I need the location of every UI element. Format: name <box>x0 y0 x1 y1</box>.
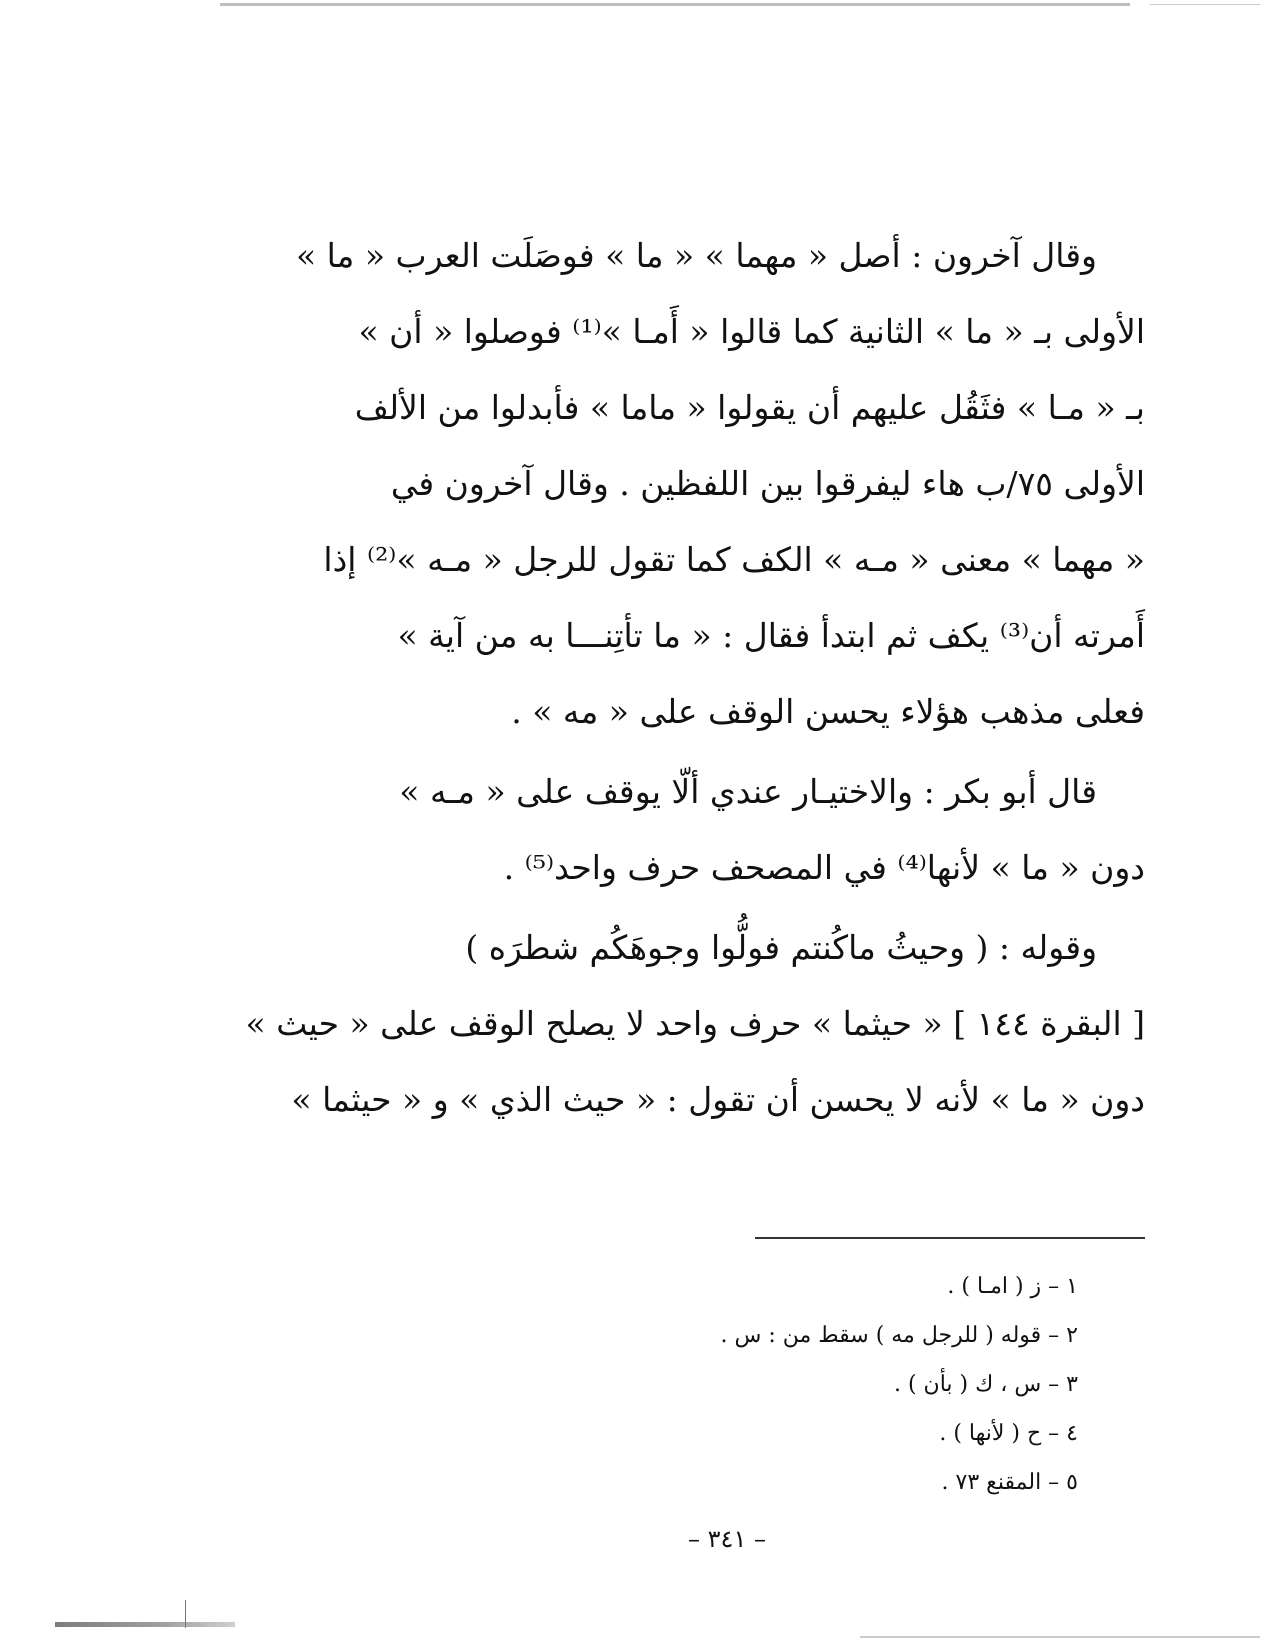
text-line-1: وقال آخرون : أصل « مهما » « ما » فوصَلَت العرب « ما » <box>295 236 1097 275</box>
footnote-1: ١ – ز ( امـا ) . <box>947 1274 1078 1299</box>
text-line-2: الأولى بـ « ما » الثانية كما قالوا « أَمـا »⁽¹⁾ فوصلوا « أن » <box>358 312 1145 351</box>
scan-top-edge-right <box>1150 4 1260 5</box>
text-line-11: [ البقرة ١٤٤ ] « حيثما » حرف واحد لا يصلح الوقف على « حيث » <box>245 1004 1145 1043</box>
footnote-3: ٣ – س ، ك ( بأن ) . <box>893 1372 1078 1397</box>
footnote-4: ٤ – ح ( لأنها ) . <box>939 1421 1078 1446</box>
footnote-separator <box>755 1237 1145 1239</box>
text-line-6: أَمرته أن⁽³⁾ يكف ثم ابتدأ فقال : « ما تأتِنـــا به من آية » <box>397 616 1145 655</box>
text-line-5: « مهما » معنى « مـه » الكف كما تقول للرجل « مـه »⁽²⁾ إذا <box>323 540 1145 579</box>
text-line-10: وقوله : ( وحيثُ ماكُنتم فولُّوا وجوهَكُم شطرَه ) <box>465 928 1097 967</box>
scan-artifact-bottom-left <box>55 1622 235 1627</box>
text-line-4: الأولى ٧٥/ب هاء ليفرقوا بين اللفظين . وقال آخرون في <box>390 464 1145 503</box>
text-line-7: فعلى مذهب هؤلاء يحسن الوقف على « مه » . <box>511 692 1145 731</box>
page-number: – ٣٤١ – <box>688 1525 766 1553</box>
text-line-8: قال أبو بكر : والاختيـار عندي ألّا يوقف على « مـه » <box>399 772 1097 811</box>
main-text-body <box>245 218 1145 1138</box>
scan-top-edge <box>220 3 1130 6</box>
scan-artifact-tick <box>185 1600 186 1628</box>
footnotes-block <box>600 1262 1078 1507</box>
scan-artifact-bottom-right <box>860 1636 1260 1638</box>
text-line-9: دون « ما » لأنها⁽⁴⁾ في المصحف حرف واحد⁽⁵⁾ . <box>503 848 1145 887</box>
footnote-2: ٢ – قوله ( للرجل مه ) سقط من : س . <box>720 1323 1078 1348</box>
text-line-3: بـ « مـا » فثَقُل عليهم أن يقولوا « ماما » فأبدلوا من الألف <box>354 388 1145 427</box>
footnote-5: ٥ – المقنع ٧٣ . <box>941 1470 1078 1495</box>
text-line-12: دون « ما » لأنه لا يحسن أن تقول : « حيث الذي » و « حيثما » <box>291 1080 1145 1119</box>
